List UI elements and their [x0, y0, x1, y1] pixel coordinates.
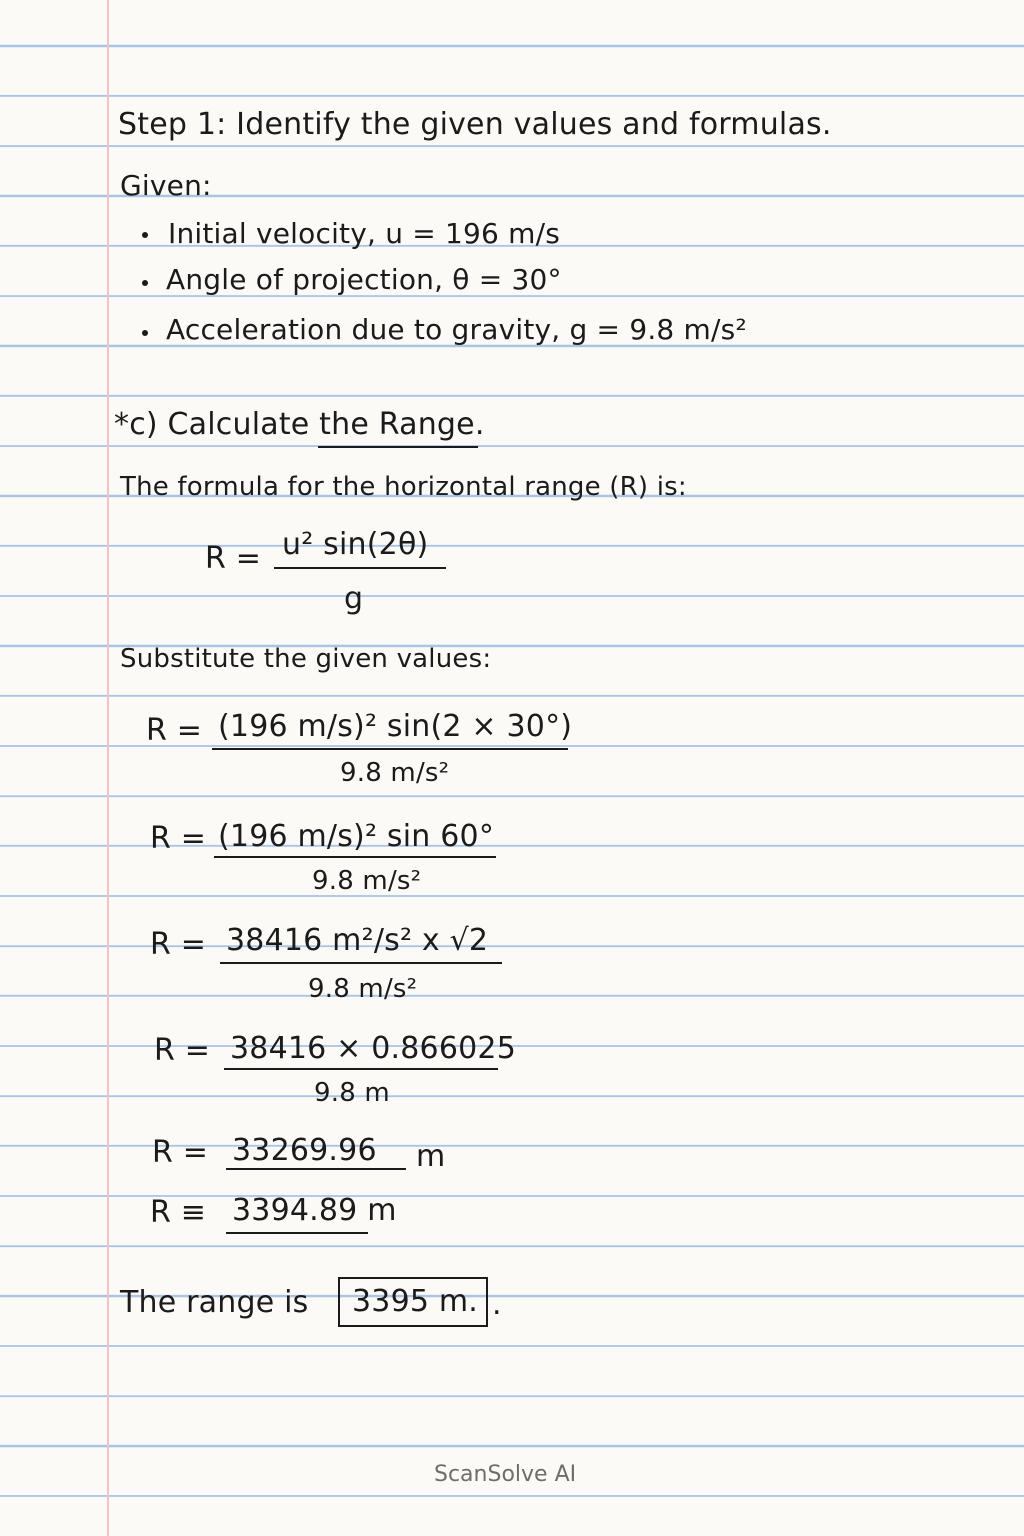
step-4-lhs: R =: [154, 1033, 211, 1068]
step-3-denominator: 9.8 m/s²: [308, 974, 418, 1004]
substitute-intro: Substitute the given values:: [120, 644, 492, 674]
result-1-unit: m: [416, 1139, 446, 1174]
step-1-numerator: (196 m/s)² sin(2 × 30°): [218, 709, 573, 744]
footer-brand: ScanSolve AI: [434, 1462, 577, 1487]
step-1-lhs: R =: [146, 713, 203, 748]
formula-lhs: R =: [205, 541, 262, 576]
bullet: [142, 280, 148, 286]
fraction-bar: [212, 748, 568, 750]
bullet: [142, 330, 148, 336]
step-1-denominator: 9.8 m/s²: [340, 758, 450, 788]
fraction-bar: [214, 856, 496, 858]
given-item-velocity: Initial velocity, u = 196 m/s: [168, 217, 561, 250]
given-item-angle: Angle of projection, θ = 30°: [166, 263, 562, 296]
result-2-value: 3394.89 m: [232, 1193, 397, 1228]
step-heading: Step 1: Identify the given values and formulas.: [118, 107, 832, 142]
bullet: [142, 232, 148, 238]
fraction-bar: [220, 962, 502, 964]
fraction-bar: [224, 1068, 498, 1070]
step-2-lhs: R =: [150, 821, 207, 856]
fraction-bar: [274, 567, 446, 569]
conclusion-prefix: The range is: [120, 1285, 309, 1320]
heading-underline: [318, 446, 478, 448]
conclusion-suffix: .: [492, 1287, 502, 1322]
result-1-value: 33269.96: [232, 1133, 377, 1168]
result-2-lhs: R ≡: [150, 1195, 207, 1230]
step-2-denominator: 9.8 m/s²: [312, 866, 422, 896]
given-item-gravity: Acceleration due to gravity, g = 9.8 m/s²: [166, 313, 747, 346]
formula-intro: The formula for the horizontal range (R) is:: [120, 472, 687, 502]
part-heading: *c) Calculate the Range.: [114, 407, 485, 442]
step-3-numerator: 38416 m²/s² x √2: [226, 923, 489, 958]
formula-numerator: u² sin(2θ): [282, 527, 429, 562]
step-3-lhs: R =: [150, 927, 207, 962]
result-1-lhs: R =: [152, 1135, 209, 1170]
step-4-denominator: 9.8 m: [314, 1078, 390, 1108]
margin-line: [107, 0, 109, 1536]
result-underline: [226, 1168, 406, 1170]
formula-denominator: g: [344, 581, 364, 616]
answer-value: 3395 m.: [352, 1284, 479, 1319]
step-4-numerator: 38416 × 0.866025: [230, 1031, 516, 1066]
step-2-numerator: (196 m/s)² sin 60°: [218, 819, 495, 854]
result-underline: [226, 1232, 368, 1234]
given-label: Given:: [120, 169, 212, 202]
